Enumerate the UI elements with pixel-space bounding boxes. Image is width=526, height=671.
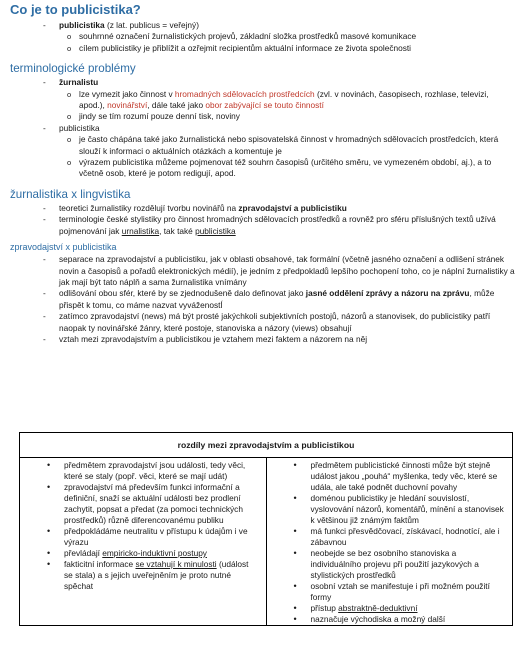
- list-item: • osobní vztah se manifestuje i při možném použití formy: [267, 581, 513, 603]
- news-vs-journalism-list: [19, 254, 516, 345]
- text-span: , může přispět k tomu, co máme nazvat vyváženostÍ: [59, 288, 495, 310]
- journalism-features-list: [267, 460, 513, 625]
- bold-span: jasné oddělení zprávy a názoru na zprávu: [305, 288, 470, 299]
- list-item: - zatímco zpravodajství (news) má být prosté jakýchkoli subjektivních postojů, názorů a stanovisek, do publicistiky patří naopak ty novinářské žánry, které postoje, stanoviska a názory (views) obsahují: [19, 311, 516, 334]
- list-item: [19, 214, 516, 237]
- sub-list-item: o je často chápána také jako žurnalistická nebo spisovatelská činnost v hromadných sdělovacích prostředcích, která slouží k informaci o aktuálních otázkách a komentuje je: [19, 134, 516, 157]
- text-span: fakticitní informace: [64, 559, 136, 569]
- section-heading-journalism-linguistics: žurnalistika x lingvistika: [10, 187, 131, 201]
- list-item: • neobejde se bez osobního stanoviska a individuálního projevu při použití jazykových a stylistických prostředků: [267, 548, 513, 581]
- sub-list-item: o cílem publicistiky je přiblížit a ozřejmit recipientům aktuální informace ze života společnosti: [19, 43, 516, 54]
- sub-list-item: o výrazem publicistika můžeme pojmenovat též souhrn časopisů (určitého směru, ve vymezeném období, aj.), a to včetně osob, které je potom redigují, apod.: [19, 157, 516, 180]
- list-item: • naznačuje východiska a možný další: [267, 614, 513, 625]
- comparison-table: [19, 432, 513, 626]
- terminology-list: [19, 77, 516, 180]
- term-etymology: (z lat. publicus = veřejný): [104, 20, 199, 30]
- page-title: Co je to publicistika?: [10, 2, 141, 17]
- list-item: • předmětem publicistické činnosti může být stejně událost jakou „pouhá“ myšlenka, tedy věc, které se udála, ale také podnět duchovní povahy: [267, 460, 513, 493]
- underlined-term: urnalistika: [121, 225, 160, 236]
- list-item: • má funkci přesvědčovací, získávací, hodnotící, ale i zábavnou: [267, 526, 513, 548]
- list-item: - separace na zpravodajství a publicistiku, jak v oblasti obsahové, tak formální (včetně jasného označení a odlišení stránek novin a časopisů a pořadů elektronických médií), je jedním z předpokladů lepšího pochopení toho, co je náplní žurnalistiky a jak mají být tato náplň a sama žurnalistika vnímány: [19, 254, 516, 288]
- text-span: (událost se stala) a s jejich uveřejněním je proto nutné spěchat: [64, 559, 249, 591]
- sub-list-item: [19, 89, 516, 112]
- text-span: (zvl. v novinách, časopisech, rozhlase, televizi, apod.),: [79, 88, 489, 111]
- list-item: [19, 77, 516, 88]
- highlight-red: novinářství: [107, 100, 148, 111]
- list-item: [20, 548, 266, 559]
- section-heading-news-vs-journalism: zpravodajství x publicistika: [10, 242, 117, 253]
- sub-list-item: o souhrnné označení žurnalistických projevů, základní složka prostředků masové komunikace: [19, 31, 516, 42]
- list-item: [20, 559, 266, 592]
- highlight-red: obor zabývající se touto činností: [205, 100, 324, 111]
- list-item: [19, 288, 516, 311]
- underlined-term: se vztahují k minulosti: [135, 559, 217, 569]
- text-span: přístup: [310, 603, 339, 613]
- table-header-row: [20, 433, 513, 458]
- underlined-term: abstraktně-deduktivní: [338, 603, 418, 613]
- text-span: převládají: [64, 548, 103, 558]
- list-item: [19, 203, 516, 214]
- highlight-red: hromadných sdělovacích prostředcích: [174, 88, 315, 99]
- underlined-term: empiricko-induktivní postupy: [102, 548, 207, 558]
- text-span: , tak také: [159, 225, 196, 236]
- text-span: teoretici žurnalistiky rozdělují tvorbu novinářů na: [59, 202, 239, 213]
- table-row: [20, 458, 513, 626]
- list-item: - publicistika: [19, 123, 516, 134]
- bold-span: zpravodajství a publicistiku: [238, 202, 347, 213]
- journalism-list: [19, 203, 516, 237]
- underlined-term: publicistika: [195, 225, 236, 236]
- text-span: , dále také jako: [147, 100, 206, 111]
- sub-list-item: o jindy se tím rozumí pouze denní tisk, noviny: [19, 111, 516, 122]
- list-item: • zpravodajství má především funkci informační a definiční, snaží se aktuální události bez prodlení zachytit, popsat a předat (za pomoci technických prostředků) různě diferencovanému publiku: [20, 482, 266, 526]
- term-zurnalistika: žurnalistu: [59, 77, 99, 88]
- list-item: • doménou publicistiky je hledání souvislostí, vyslovování názorů, komentářů, mínění a stanovisek k většinou již známým faktům: [267, 493, 513, 526]
- table-cell-left: [20, 458, 267, 626]
- list-item: • předpokládáme neutralitu v přístupu k údajům i ve výrazu: [20, 526, 266, 548]
- list-item: - vztah mezi zpravodajstvím a publicistikou je vztahem mezi faktem a názorem na něj: [19, 334, 516, 345]
- table-header: rozdíly mezi zpravodajstvím a publicistikou: [20, 433, 513, 458]
- text-span: lze vymezit jako činnost v: [79, 88, 175, 99]
- term-publicistika: publicistika: [59, 20, 105, 30]
- table-cell-right: [266, 458, 513, 626]
- list-item: • předmětem zpravodajství jsou události, tedy věci, které se staly (popř. věci, které se mají udát): [20, 460, 266, 482]
- intro-list: [19, 20, 516, 54]
- list-item: [267, 603, 513, 614]
- list-item: [19, 20, 516, 31]
- text-span: terminologie české stylistiky pro činnost hromadných sdělovacích prostředků a rovněž pro sféru příslušných textů užívá pojmenování jak: [59, 214, 496, 236]
- section-heading-terminology: terminologické problémy: [10, 62, 136, 76]
- text-span: odlišování obou sfér, které by se zjednodušeně dalo definovat jako: [59, 288, 306, 299]
- news-features-list: [20, 460, 266, 592]
